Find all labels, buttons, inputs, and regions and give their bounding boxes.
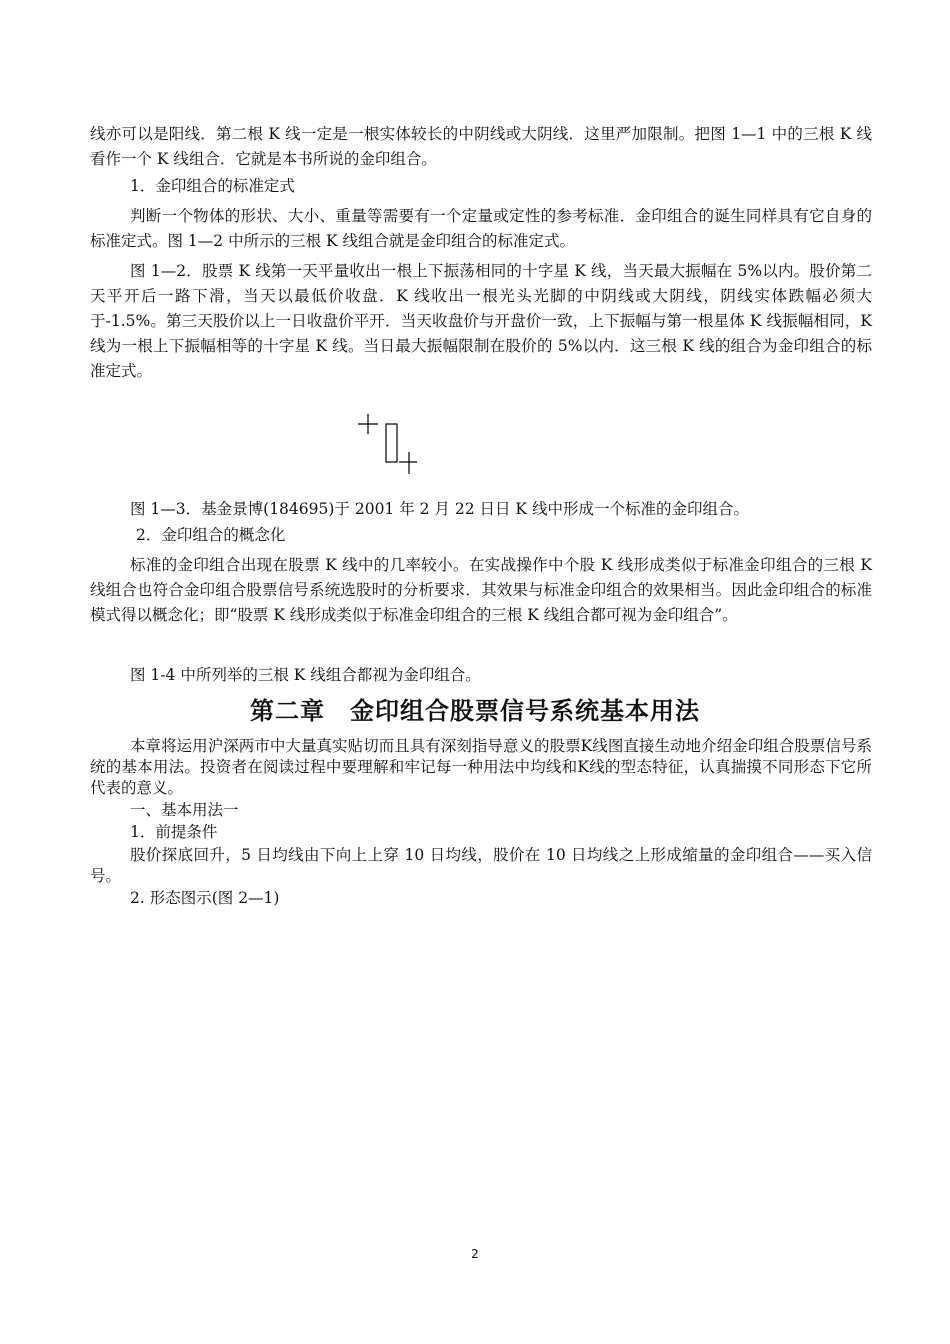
doji-candle-1 — [358, 414, 378, 434]
doji-candle-2 — [399, 452, 417, 474]
bearish-candle — [386, 424, 397, 462]
candlestick-figure — [355, 412, 417, 480]
paragraph-standard-form: 判断一个物体的形状、大小、重量等需要有一个定量或定性的参考标准．金印组合的诞生同样具有它自身的标准定式。图 1—2 中所示的三根 K 线组合就是金印组合的标准定式。 — [90, 207, 872, 250]
chapter-title: 第二章 金印组合股票信号系统基本用法 — [250, 697, 700, 725]
section-heading-pattern-illustration: 2. 形态图示(图 2—1) — [130, 889, 280, 907]
paragraph-continuation: 线亦可以是阳线．第二根 K 线一定是一根实体较长的中阴线或大阴线．这里严加限制。把图 1—1 中的三根 K 线看作一个 K 线组合．它就是本书所说的金印组合。 — [90, 125, 872, 168]
paragraph-chapter-intro: 本章将运用沪深两市中大量真实贴切而且具有深刻指导意义的股票K线图直接生动地介绍金印组合股票信号系统的基本用法。投资者在阅读过程中要理解和牢记每一种用法中均线和K线的型态特征，认真揣摸不同形态下它所代表的意义。 — [90, 737, 872, 797]
section-heading-basic-usage-1: 一、基本用法一 — [130, 801, 239, 819]
page-number: 2 — [471, 1247, 479, 1261]
paragraph-precondition: 股价探底回升，5 日均线由下向上上穿 10 日均线，股价在 10 日均线之上形成缩量的金印组合——买入信号。 — [90, 846, 872, 885]
section-heading-standard-form: 1．金印组合的标准定式 — [130, 177, 295, 195]
paragraph-figure-1-3: 图 1—3．基金景博(184695)于 2001 年 2 月 22 日日 K 线中形成一个标准的金印组合。 — [130, 500, 749, 518]
section-heading-conceptualization: 2．金印组合的概念化 — [136, 526, 286, 544]
paragraph-figure-1-4: 图 1-4 中所列举的三根 K 线组合都视为金印组合。 — [130, 666, 481, 684]
paragraph-conceptualization: 标准的金印组合出现在股票 K 线中的几率较小。在实战操作中个股 K 线形成类似于标准金印组合的三根 K 线组合也符合金印组合股票信号系统选股时的分析要求．其效果与标准金印组合的效果相当。因此金印组合的标准模式得以概念化；即“股票 K 线形成类似于标准金印组合的三根 K 线组合都可视为金印组合”。 — [90, 556, 872, 624]
section-heading-precondition: 1．前提条件 — [130, 823, 218, 841]
paragraph-figure-1-2: 图 1—2．股票 K 线第一天平量收出一根上下振荡相同的十字星 K 线，当天最大振幅在 5%以内。股价第二天平开后一路下滑，当天以最低价收盘．K 线收出一根光头光脚的中阴线或大阴线，阴线实体跌幅必须大于-1.5%。第三天股价以上一日收盘价平开．当天收盘价与开盘价一致，上下振幅与第一根星体 K 线振幅相同，K 线为一根上下振幅相等的十字星 K 线。当日最大振幅限制在股价的 5%以内．这三根 K 线的组合为金印组合的标准定式。 — [90, 262, 872, 380]
